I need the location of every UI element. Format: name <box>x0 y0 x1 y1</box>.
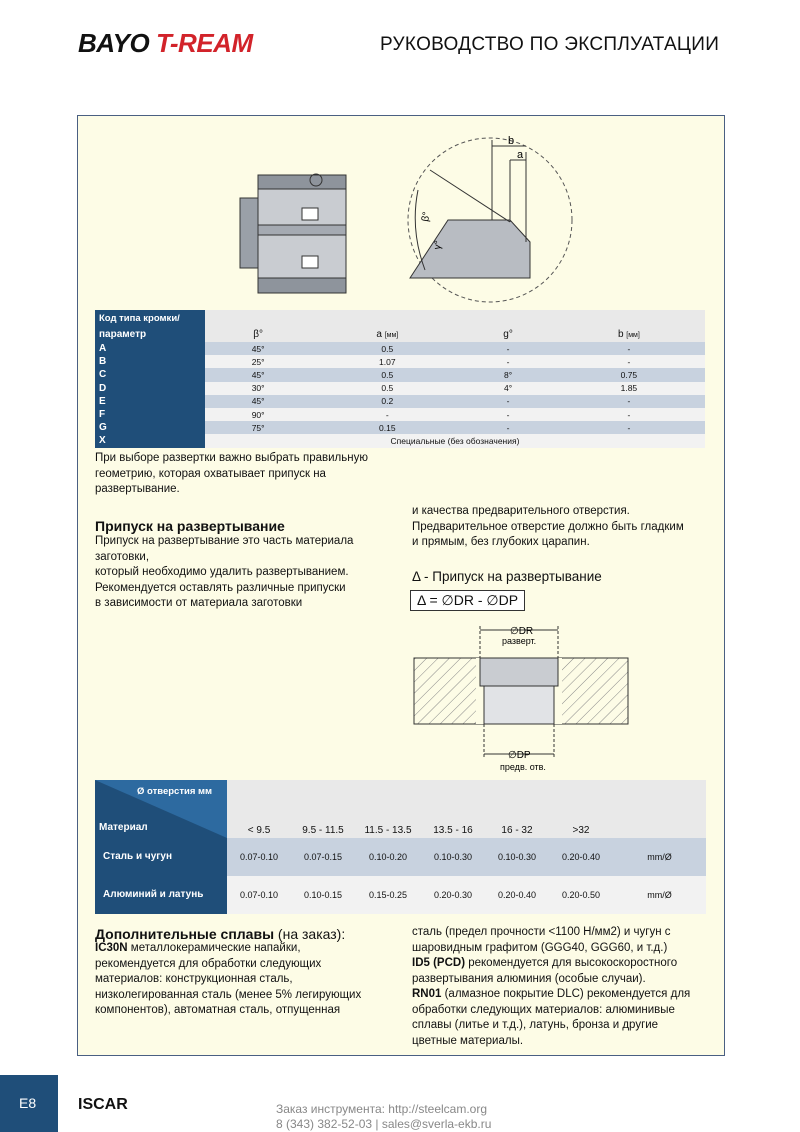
table-row: A 45° 0.5 - - <box>95 342 705 355</box>
alloys-title: Дополнительные сплавы (на заказ): <box>95 926 346 942</box>
hole-section-diagram <box>410 618 630 778</box>
edge-header-line1: Код типа кромки/ <box>95 310 205 326</box>
logo-part2: T-REAM <box>155 28 253 58</box>
label-gamma: γ° <box>432 239 445 251</box>
table-row: X Специальные (без обозначения) <box>95 434 705 447</box>
dr-sub: разверт. <box>502 636 537 646</box>
table-row: F 90° - - - <box>95 408 705 421</box>
table-row: Сталь и чугун 0.07-0.10 0.07-0.15 0.10-0.20 0.10-0.30 0.10-0.30 0.20-0.40 mm/Ø <box>95 838 706 876</box>
bayo-t-ream-logo <box>78 28 253 59</box>
allowance-formula: Δ = ∅DR - ∅DP <box>410 590 525 611</box>
allowance-text: Припуск на развертывание это часть материала заготовки, который необходимо удалить развертыванием. Рекомендуется оставлять различные припуски в зависимости от материала заготовки <box>95 535 354 609</box>
label-b: b <box>508 135 515 147</box>
selection-note: При выборе развертки важно выбрать правильную геометрию, которая охватывает припуск на развертывание. <box>95 452 368 495</box>
dp-label: ∅DP <box>508 750 531 761</box>
page-header-title: РУКОВОДСТВО ПО ЭКСПЛУАТАЦИИ <box>380 34 720 55</box>
page-number-badge <box>0 1075 58 1132</box>
reamer-edge-diagram <box>230 130 590 305</box>
table-row: E 45° 0.2 - - <box>95 395 705 408</box>
table-row: G 75° 0.15 - - <box>95 421 705 434</box>
pre-hole-text: и качества предварительного отверстия. Предварительное отверстие должно быть гладким и прямым, без глубоких царапин. <box>412 505 684 548</box>
label-beta: β° <box>420 210 433 223</box>
header-material: Материал <box>99 822 148 833</box>
table-row: Алюминий и латунь 0.07-0.10 0.10-0.15 0.15-0.25 0.20-0.30 0.20-0.40 0.20-0.50 mm/Ø <box>95 876 706 914</box>
header-diameter: Ø отверстия мм <box>137 786 213 797</box>
table-row: B 25° 1.07 - - <box>95 355 705 368</box>
page-number: E8 <box>19 1095 37 1111</box>
alloys-right-text: сталь (предел прочности <1100 Н/мм2) и чугун с шаровидным графитом (GGG40, GGG60, и т.д.) ID5 (PCD) рекомендуется для высокоскоростного развертывания алюминия (особые случаи). RN01 (алмазное покрытие DLC) рекомендуется для обработки следующих материалов: алюминивые сплавы (литье и т.д.), латунь, бронза и другие цветные материалы. <box>412 926 691 1047</box>
allowance-table <box>95 780 706 916</box>
range-headers: < 9.5 9.5 - 11.5 11.5 - 13.5 13.5 - 16 16 - 32 >32 <box>247 825 590 836</box>
table-row: C 45° 0.5 8° 0.75 <box>95 368 705 381</box>
edge-type-table <box>95 310 705 448</box>
col-g: g° <box>463 326 552 342</box>
phone-email[interactable]: 8 (343) 382-52-03 | sales@sverla-ekb.ru <box>276 1117 492 1131</box>
dr-label: ∅DR <box>510 626 534 637</box>
iscar-brand: ISCAR <box>78 1096 128 1113</box>
edge-header-line2: параметр <box>95 326 205 342</box>
order-link[interactable]: Заказ инструмента: http://steelcam.org <box>276 1102 488 1116</box>
reamer-side-view <box>240 174 346 293</box>
label-a: a <box>517 149 524 161</box>
table-row: D 30° 0.5 4° 1.85 <box>95 382 705 395</box>
edge-detail-view <box>408 135 572 302</box>
col-b: b [мм] <box>553 326 705 342</box>
delta-title: Δ - Припуск на развертывание <box>412 569 602 584</box>
dp-sub: предв. отв. <box>500 762 546 772</box>
alloys-left-text: IC30N металлокерамические напайки, рекомендуется для обработки следующих материалов: конструкционная сталь, низколегированная сталь (менее 5% легирующих компонентов), автоматная сталь, отпущенная <box>95 942 362 1016</box>
logo-part1: BAYO <box>78 28 150 58</box>
col-beta: β° <box>205 326 311 342</box>
contact-info <box>276 1102 491 1132</box>
col-a: a [мм] <box>311 326 463 342</box>
allowance-title: Припуск на развертывание <box>95 518 285 534</box>
